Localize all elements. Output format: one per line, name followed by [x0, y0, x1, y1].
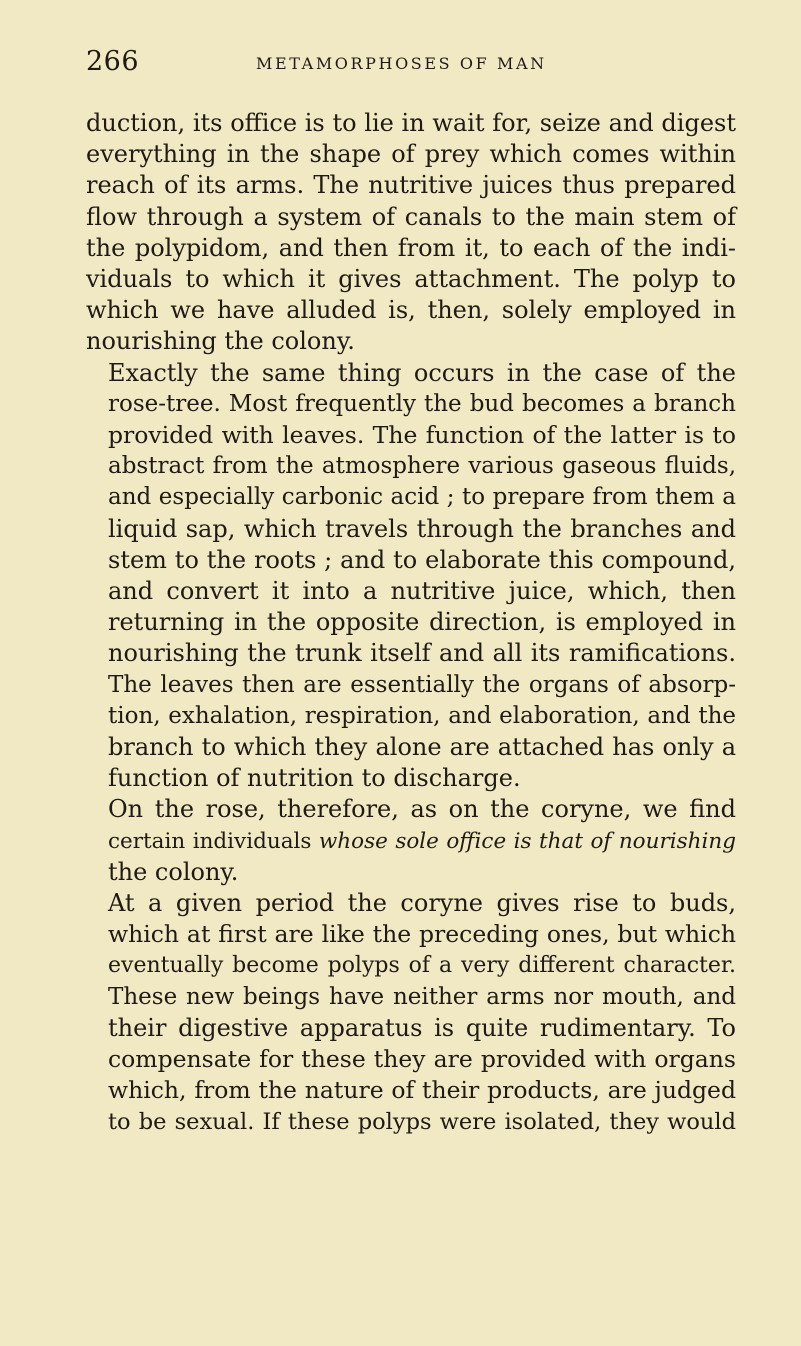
text-line: On the rose, therefore, as on the coryne, we find — [108, 795, 736, 824]
text-line: provided with leaves. The function of the latter is to — [108, 421, 736, 450]
text-line: to be sexual. If these polyps were isolated, they would — [108, 1108, 736, 1135]
text-line: function of nutrition to discharge. — [108, 764, 521, 793]
text-line: and convert it into a nutritive juice, which, then — [108, 577, 736, 606]
text-line: everything in the shape of prey which comes within — [86, 140, 736, 169]
text-line: the polypidom, and then from it, to each of the indi- — [86, 233, 736, 262]
text-line: abstract from the atmosphere various gaseous fluids, — [108, 453, 736, 480]
text-line: rose-tree. Most frequently the bud becomes a branch — [108, 390, 736, 417]
paragraph-4 — [86, 888, 736, 1138]
text-line: duction, its office is to lie in wait for, seize and digest — [86, 109, 736, 137]
paragraph-2 — [86, 358, 736, 795]
running-head — [86, 46, 736, 86]
text-line: liquid sap, which travels through the branches and — [108, 514, 736, 543]
text-line: nourishing the colony. — [86, 327, 355, 356]
text-line — [86, 826, 736, 857]
text-line: compensate for these they are provided with organs — [108, 1045, 736, 1074]
text-line: flow through a system of canals to the main stem of — [86, 202, 736, 231]
text-line: which we have alluded is, then, solely employed in — [86, 296, 736, 325]
text-line: and especially carbonic acid ; to prepare from them a — [108, 484, 736, 511]
text-line: the colony. — [108, 857, 239, 886]
page-number: 266 — [86, 46, 140, 77]
italic-emphasis: whose sole office is that of nourishing — [318, 828, 736, 854]
text-line: eventually become polyps of a very different character. — [108, 953, 736, 979]
text-line: tion, exhalation, respiration, and elaboration, and the — [108, 702, 736, 729]
text-line: These new beings have neither arms nor mouth, and — [108, 983, 736, 1010]
text-line: viduals to which it gives attachment. The polyp to — [86, 265, 736, 294]
text-line: Exactly the same thing occurs in the case of the — [108, 358, 736, 387]
text-line: which, from the nature of their products, are judged — [108, 1076, 736, 1105]
paragraph-1 — [86, 108, 736, 358]
text-line: branch to which they alone are attached has only a — [108, 733, 736, 762]
text-line: At a given period the coryne gives rise to buds, — [108, 889, 736, 918]
text-line: stem to the roots ; and to elaborate this compound, — [108, 545, 736, 574]
text-line: The leaves then are essentially the organs of absorp- — [108, 671, 736, 698]
body-text — [86, 108, 736, 1138]
text-line: which at first are like the preceding ones, but which — [108, 920, 736, 949]
text-line: returning in the opposite direction, is employed in — [108, 608, 736, 637]
text-line: nourishing the trunk itself and all its ramifications. — [108, 639, 736, 668]
paragraph-3 — [86, 794, 736, 888]
running-title: METAMORPHOSES OF MAN — [256, 54, 547, 73]
text-line: their digestive apparatus is quite rudimentary. To — [108, 1013, 736, 1042]
text-line: reach of its arms. The nutritive juices thus prepared — [86, 171, 736, 200]
text-run: certain individuals — [108, 828, 319, 854]
